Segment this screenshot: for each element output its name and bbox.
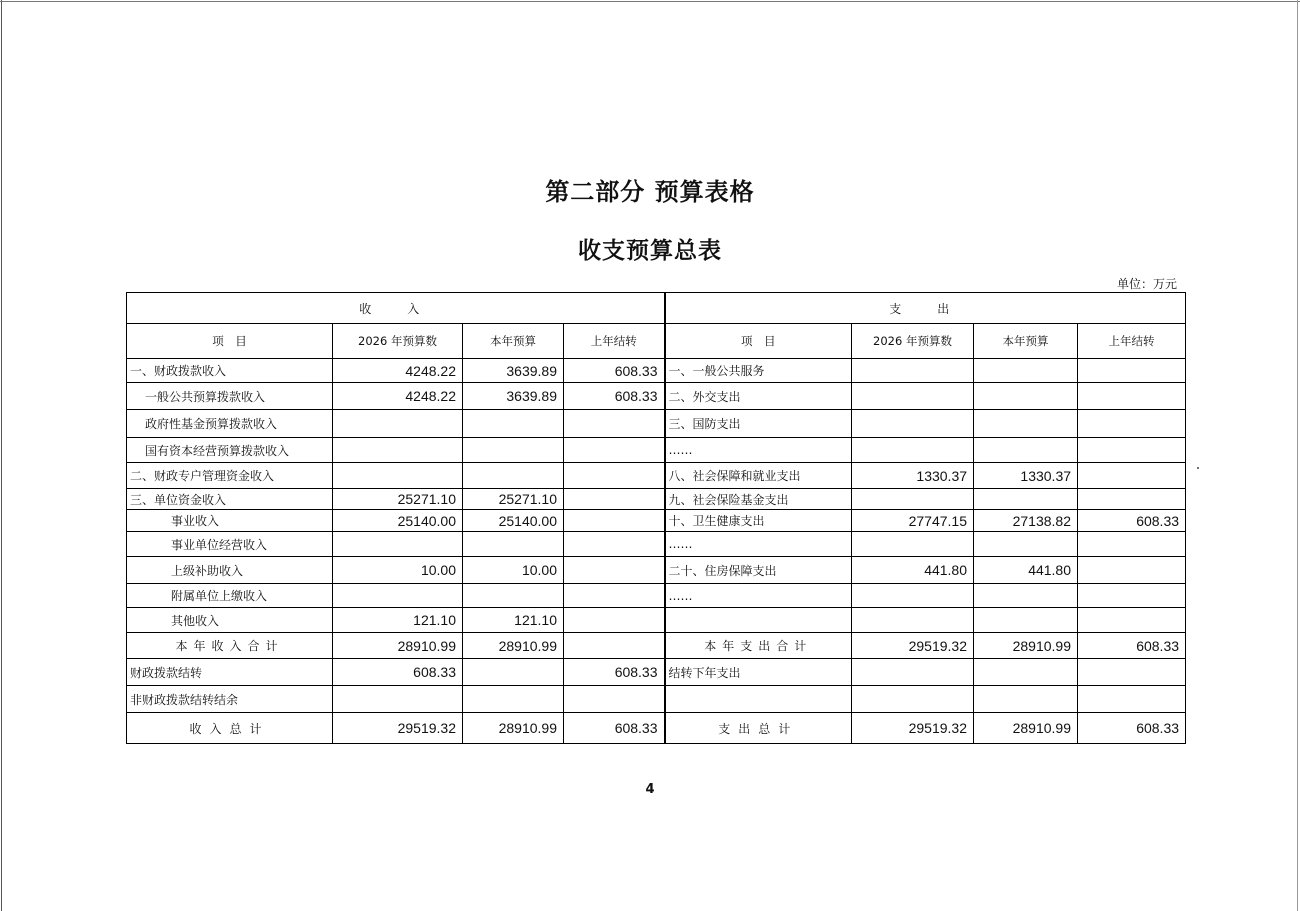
col-expense-item: 项 目 bbox=[665, 324, 852, 359]
income-current-value bbox=[463, 659, 564, 686]
income-2026-value bbox=[333, 438, 463, 463]
income-carry-value bbox=[564, 532, 665, 557]
income-2026-value bbox=[333, 410, 463, 438]
income-2026-value bbox=[333, 463, 463, 489]
expense-carry-value bbox=[1078, 557, 1186, 584]
income-2026-value: 121.10 bbox=[333, 608, 463, 633]
expense-current-value bbox=[974, 608, 1078, 633]
expense-carry-value bbox=[1078, 532, 1186, 557]
income-current-value: 25140.00 bbox=[463, 510, 564, 532]
expense-2026-value: 29519.32 bbox=[852, 713, 974, 744]
expense-current-value: 441.80 bbox=[974, 557, 1078, 584]
income-item: 附属单位上缴收入 bbox=[127, 584, 333, 608]
table-row bbox=[127, 410, 1186, 438]
expense-current-value bbox=[974, 359, 1078, 383]
table-row bbox=[127, 686, 1186, 713]
expense-carry-value: 608.33 bbox=[1078, 633, 1186, 659]
income-current-value: 121.10 bbox=[463, 608, 564, 633]
expense-item: 九、社会保险基金支出 bbox=[665, 489, 852, 510]
scan-edge-left bbox=[1, 0, 2, 911]
income-current-value: 10.00 bbox=[463, 557, 564, 584]
income-2026-value: 25271.10 bbox=[333, 489, 463, 510]
part-title: 第二部分 预算表格 bbox=[545, 178, 755, 206]
income-item: 事业收入 bbox=[127, 510, 333, 532]
income-current-value bbox=[463, 463, 564, 489]
expense-item: 二十、住房保障支出 bbox=[665, 557, 852, 584]
expense-carry-value bbox=[1078, 584, 1186, 608]
expense-grand-total-label: 支出总计 bbox=[665, 713, 852, 744]
income-2026-value: 608.33 bbox=[333, 659, 463, 686]
table-row bbox=[127, 532, 1186, 557]
income-carry-value: 608.33 bbox=[564, 659, 665, 686]
expense-carry-value bbox=[1078, 608, 1186, 633]
income-item: 二、财政专户管理资金收入 bbox=[127, 463, 333, 489]
table-row bbox=[127, 489, 1186, 510]
income-grand-total-label: 收入总计 bbox=[127, 713, 333, 744]
income-item: 一般公共预算拨款收入 bbox=[127, 383, 333, 410]
col-income-carry: 上年结转 bbox=[564, 324, 665, 359]
col-income-current: 本年预算 bbox=[463, 324, 564, 359]
income-2026-value: 4248.22 bbox=[333, 359, 463, 383]
expense-current-value: 27138.82 bbox=[974, 510, 1078, 532]
expense-carry-value bbox=[1078, 659, 1186, 686]
unit-label: 单位：万元 bbox=[1116, 277, 1177, 291]
column-header-row bbox=[127, 324, 1186, 359]
expense-item: …… bbox=[665, 532, 852, 557]
income-subtotal-label: 本年收入合计 bbox=[127, 633, 333, 659]
expense-current-value bbox=[974, 383, 1078, 410]
expense-carry-value bbox=[1078, 359, 1186, 383]
income-carry-value bbox=[564, 633, 665, 659]
income-group-header: 收 入 bbox=[127, 293, 665, 324]
col-expense-2026: 2026 年预算数 bbox=[852, 324, 974, 359]
scan-edge-top bbox=[0, 1, 1300, 2]
col-expense-carry: 上年结转 bbox=[1078, 324, 1186, 359]
expense-carry-value bbox=[1078, 410, 1186, 438]
income-item: 上级补助收入 bbox=[127, 557, 333, 584]
income-2026-value: 25140.00 bbox=[333, 510, 463, 532]
income-item: 三、单位资金收入 bbox=[127, 489, 333, 510]
expense-current-value bbox=[974, 438, 1078, 463]
expense-current-value: 28910.99 bbox=[974, 633, 1078, 659]
expense-2026-value bbox=[852, 686, 974, 713]
expense-item: 八、社会保障和就业支出 bbox=[665, 463, 852, 489]
expense-2026-value bbox=[852, 410, 974, 438]
table-row bbox=[127, 510, 1186, 532]
col-income-item: 项 目 bbox=[127, 324, 333, 359]
table-row bbox=[127, 359, 1186, 383]
expense-current-value: 1330.37 bbox=[974, 463, 1078, 489]
expense-item: 结转下年支出 bbox=[665, 659, 852, 686]
scan-speck bbox=[1197, 467, 1199, 469]
expense-current-value: 28910.99 bbox=[974, 713, 1078, 744]
income-carry-value bbox=[564, 557, 665, 584]
income-carry-value: 608.33 bbox=[564, 383, 665, 410]
expense-item: 十、卫生健康支出 bbox=[665, 510, 852, 532]
income-2026-value: 28910.99 bbox=[333, 633, 463, 659]
expense-2026-value: 1330.37 bbox=[852, 463, 974, 489]
expense-2026-value bbox=[852, 489, 974, 510]
expense-current-value bbox=[974, 410, 1078, 438]
income-carry-value bbox=[564, 438, 665, 463]
expense-item: …… bbox=[665, 584, 852, 608]
table-row bbox=[127, 584, 1186, 608]
income-carry-value: 608.33 bbox=[564, 359, 665, 383]
table-row bbox=[127, 438, 1186, 463]
expense-item bbox=[665, 608, 852, 633]
expense-subtotal-label: 本年支出合计 bbox=[665, 633, 852, 659]
income-current-value bbox=[463, 686, 564, 713]
expense-current-value bbox=[974, 659, 1078, 686]
income-item: 其他收入 bbox=[127, 608, 333, 633]
income-item: 事业单位经营收入 bbox=[127, 532, 333, 557]
table-row bbox=[127, 557, 1186, 584]
income-current-value bbox=[463, 532, 564, 557]
table-row bbox=[127, 713, 1186, 744]
expense-current-value bbox=[974, 686, 1078, 713]
expense-carry-value bbox=[1078, 489, 1186, 510]
income-carry-value bbox=[564, 410, 665, 438]
expense-current-value bbox=[974, 584, 1078, 608]
income-item: 非财政拨款结转结余 bbox=[127, 686, 333, 713]
expense-current-value bbox=[974, 532, 1078, 557]
budget-summary-table bbox=[126, 292, 1186, 744]
income-2026-value: 29519.32 bbox=[333, 713, 463, 744]
expense-2026-value bbox=[852, 438, 974, 463]
expense-2026-value: 27747.15 bbox=[852, 510, 974, 532]
income-current-value bbox=[463, 584, 564, 608]
table-title: 收支预算总表 bbox=[578, 238, 722, 264]
table-row bbox=[127, 659, 1186, 686]
income-item: 财政拨款结转 bbox=[127, 659, 333, 686]
expense-2026-value: 29519.32 bbox=[852, 633, 974, 659]
expense-item bbox=[665, 686, 852, 713]
col-expense-current: 本年预算 bbox=[974, 324, 1078, 359]
income-item: 国有资本经营预算拨款收入 bbox=[127, 438, 333, 463]
table-row bbox=[127, 633, 1186, 659]
income-current-value bbox=[463, 410, 564, 438]
income-carry-value bbox=[564, 686, 665, 713]
expense-item: 三、国防支出 bbox=[665, 410, 852, 438]
table-row bbox=[127, 383, 1186, 410]
income-carry-value bbox=[564, 489, 665, 510]
expense-2026-value bbox=[852, 359, 974, 383]
income-2026-value: 10.00 bbox=[333, 557, 463, 584]
income-current-value: 28910.99 bbox=[463, 633, 564, 659]
group-header-row bbox=[127, 293, 1186, 324]
income-2026-value bbox=[333, 686, 463, 713]
income-carry-value: 608.33 bbox=[564, 713, 665, 744]
expense-group-header: 支 出 bbox=[665, 293, 1186, 324]
income-current-value: 28910.99 bbox=[463, 713, 564, 744]
income-item: 政府性基金预算拨款收入 bbox=[127, 410, 333, 438]
expense-carry-value bbox=[1078, 383, 1186, 410]
income-item: 一、财政拨款收入 bbox=[127, 359, 333, 383]
income-carry-value bbox=[564, 584, 665, 608]
expense-carry-value: 608.33 bbox=[1078, 713, 1186, 744]
expense-carry-value bbox=[1078, 463, 1186, 489]
expense-2026-value bbox=[852, 608, 974, 633]
income-2026-value bbox=[333, 584, 463, 608]
income-current-value bbox=[463, 438, 564, 463]
income-carry-value bbox=[564, 510, 665, 532]
income-current-value: 3639.89 bbox=[463, 383, 564, 410]
expense-current-value bbox=[974, 489, 1078, 510]
expense-carry-value bbox=[1078, 438, 1186, 463]
expense-carry-value bbox=[1078, 686, 1186, 713]
expense-2026-value bbox=[852, 659, 974, 686]
expense-item: 二、外交支出 bbox=[665, 383, 852, 410]
table-row bbox=[127, 608, 1186, 633]
income-carry-value bbox=[564, 463, 665, 489]
income-2026-value bbox=[333, 532, 463, 557]
expense-2026-value bbox=[852, 532, 974, 557]
income-2026-value: 4248.22 bbox=[333, 383, 463, 410]
expense-2026-value: 441.80 bbox=[852, 557, 974, 584]
expense-carry-value: 608.33 bbox=[1078, 510, 1186, 532]
col-income-2026: 2026 年预算数 bbox=[333, 324, 463, 359]
expense-2026-value bbox=[852, 584, 974, 608]
expense-2026-value bbox=[852, 383, 974, 410]
scan-edge-right bbox=[1297, 0, 1298, 911]
table-row bbox=[127, 463, 1186, 489]
income-current-value: 3639.89 bbox=[463, 359, 564, 383]
expense-item: 一、一般公共服务 bbox=[665, 359, 852, 383]
page-number: 4 bbox=[645, 782, 655, 797]
income-current-value: 25271.10 bbox=[463, 489, 564, 510]
income-carry-value bbox=[564, 608, 665, 633]
expense-item: …… bbox=[665, 438, 852, 463]
